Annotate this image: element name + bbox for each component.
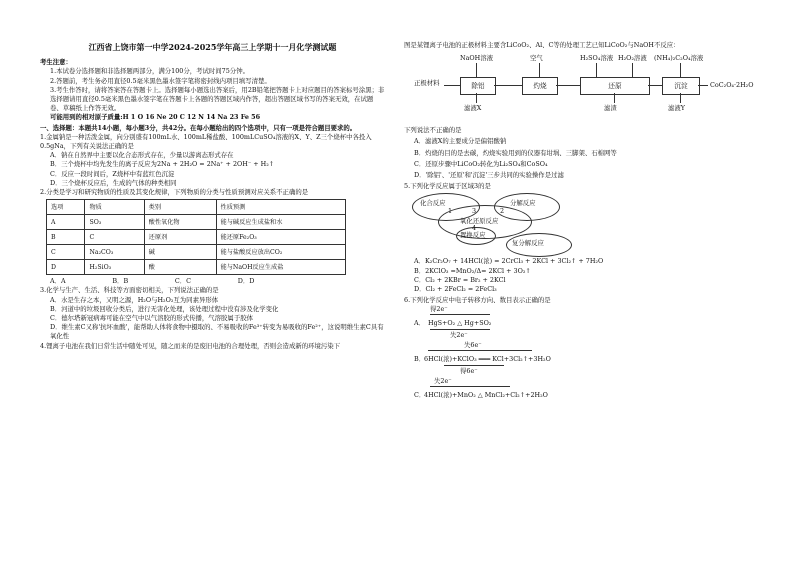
table-header-cell: 类别: [144, 200, 216, 215]
venn-region-number: 3: [472, 207, 477, 216]
transfer-bracket: [430, 386, 510, 387]
notice-item: 1.本试卷分选择题和非选择题两部分，满分100分，考试时间75分钟。: [50, 67, 249, 76]
venn-label: 氧化还原反应: [460, 217, 499, 226]
venn-region-number: 4: [472, 224, 477, 233]
table-cell: 能与碱反应生成盐和水: [216, 215, 345, 230]
q2-answer-c: C．C: [174, 277, 192, 286]
q4-option-a: A．滤液X的主要成分是偏铝酸钠: [414, 137, 507, 146]
table-cell: B: [47, 230, 85, 245]
left-column: [40, 0, 385, 351]
filtrate-label: 滤液Y: [668, 104, 685, 113]
option-letter: B．: [414, 355, 426, 364]
flow-arrow: [698, 85, 708, 86]
table-cell: H₂SiO₃: [85, 260, 144, 275]
reagent-label: 空气: [530, 54, 543, 63]
table-cell: 能与盐酸反应放出CO₂: [216, 245, 345, 260]
table-row: [47, 260, 346, 275]
equation: 4HCl(浓)+MnO₂ △ MnCl₂+Cl₂↑+2H₂O: [424, 391, 548, 400]
notice-item: 3.考生作答时，请将答案答在答题卡上。选择题每小题选出答案后，用2B铅笔把答题卡上对应题目的答案标号涂黑；非选择题请用直径0.5毫米黑色墨水签字笔在答题卡上各题的答题区域内作答，超出答题区域书写的答案无效，在试题卷、草稿纸上作答无效。: [50, 85, 385, 113]
reagent-label: H₂O₂溶液: [618, 54, 647, 63]
equation: 6HCl(浓)+KClO₃ ═══ KCl+3Cl₂↑+3H₂O: [424, 355, 551, 364]
table-header-cell: 物质: [85, 200, 144, 215]
section-heading: 一、选择题：本题共14小题，每小题3分，共42分。在每小题给出的四个选项中，只有一项是符合题目要求的。: [40, 123, 357, 132]
flow-arrow: [556, 85, 580, 86]
q2-answer-b: B．B: [112, 277, 129, 286]
q4-option-b: B．灼烧的目的是去碳，灼烧实验用到的仪器有坩埚、三脚架、石棉网等: [414, 148, 617, 157]
venn-region-number: 2: [500, 207, 505, 216]
venn-region-number: 1: [448, 207, 453, 216]
table-cell: 酸性氧化物: [144, 215, 216, 230]
q2-answer-d: D．D: [237, 277, 255, 286]
q3-option-b: B．河道中的垃圾回收分类后，进行无害化处理，该处理过程中没有涉及化学变化: [50, 304, 279, 313]
q6-option-a: [404, 305, 754, 341]
transfer-label: 失2e⁻: [450, 331, 468, 340]
right-column: [404, 0, 754, 413]
flow-arrow: [614, 93, 615, 103]
classification-table: [46, 199, 346, 275]
table-cell: 酸: [144, 260, 216, 275]
table-cell: C: [47, 245, 85, 260]
q1-option-a: A．钠在自然界中主要以化合态形式存在，少量以游离态形式存在: [50, 151, 234, 160]
table-cell: D: [47, 260, 85, 275]
flow-arrow: [680, 63, 681, 77]
question-1-stem: 1.金属钠是一种活泼金属，向分别盛有100mL水、100mL稀盐酸、100mLCuSO₄溶液的X、Y、Z三个烧杯中各投入0.5gNa，下列有关说法正确的是: [40, 132, 372, 151]
q4-substem: 下列说法不正确的是: [404, 126, 462, 135]
flow-arrow: [539, 63, 540, 77]
table-cell: C: [85, 230, 144, 245]
question-5-stem: 5.下列化学反应属于区域3的是: [404, 182, 491, 191]
step-box: 沉淀: [662, 77, 700, 95]
flow-arrow: [476, 93, 477, 103]
q4-option-d: D．'除铝'、'还原'和'沉淀'三步共同的实验操作是过滤: [414, 171, 564, 180]
transfer-label: 失2e⁻: [434, 377, 452, 386]
q1-option-c: C．反应一段时间后，Z烧杯中有蓝红色沉淀: [50, 169, 175, 178]
q5-option-b: B．2KClO₃ =MnO₂/Δ= 2KCl + 3O₂↑: [414, 266, 531, 275]
table-cell: 碱: [144, 245, 216, 260]
question-6-stem: 6.下列化学反应中电子转移方向、数目表示正确的是: [404, 296, 551, 305]
venn-label: 置换反应: [460, 231, 486, 240]
flow-arrow: [476, 63, 477, 77]
q4-option-c: C．还原步骤中LiCoO₂转化为Li₂SO₄和CoSO₄: [414, 159, 548, 168]
atomic-mass-line: 可能用到的相对原子质量:H 1 O 16 Ne 20 C 12 N 14 Na 23 Fe 56: [50, 113, 261, 122]
q4-intro: 图是某锂离子电池的正极材料主要含LiCoO₂、Al、C等的处理工艺已知LiCoO₂与NaOH不反应：: [404, 41, 680, 49]
question-4-stem: 4.锂离子电池在我们日常生活中随处可见，随之而来的是废旧电池的合理处理，否则会造成新的环境污染下: [40, 341, 341, 350]
table-cell: SO₃: [85, 215, 144, 230]
process-flowchart: [404, 54, 754, 126]
table-header-cell: 选项: [47, 200, 85, 215]
filtrate-label: 滤液X: [464, 104, 482, 113]
exam-title: 江西省上饶市第一中学2024-2025学年高三上学期十一月化学测试题: [88, 42, 337, 52]
venn-label: 分解反应: [510, 199, 536, 208]
q2-answer-a: A．A: [50, 277, 66, 286]
q5-option-c: C．Cl₂ + 2KBr = Br₂ + 2KCl: [414, 275, 506, 284]
table-cell: Na₂CO₃: [85, 245, 144, 260]
table-header-cell: 性质预测: [216, 200, 345, 215]
flow-arrow: [444, 85, 460, 86]
question-3-stem: 3.化学与生产、生活、科技等方面密切相关，下列说法正确的是: [40, 286, 219, 295]
q3-option-c: C．德尔塔新冠病毒可能在空气中以气溶胶的形式传播，气溶胶属于胶体: [50, 314, 253, 323]
flow-start: 正极材料: [414, 79, 440, 88]
step-box: 还原: [580, 77, 650, 95]
table-cell: A: [47, 215, 85, 230]
table-cell: 能与NaOH反应生成盐: [216, 260, 345, 275]
notice-item: 2.答题前，考生务必用直径0.5毫米黑色墨水签字笔将密封线内项目填写清楚。: [50, 76, 271, 85]
flow-arrow: [680, 93, 681, 103]
q3-option-a: A．水是生存之本，又明之源，H₂O与H₂O₂互为同素异形体: [50, 295, 219, 304]
notice-heading: 考生注意：: [40, 58, 72, 67]
option-letter: A．: [414, 319, 426, 328]
q6-option-b: [404, 341, 754, 377]
venn-label: 复分解反应: [512, 239, 544, 248]
q5-option-d: D．Cl₂ + 2FeCl₂ = 2FeCl₃: [414, 285, 497, 294]
q1-option-d: D．三个烧杯反应后，生成的气体的种类相同: [50, 178, 177, 187]
filtrate-label: 滤渣: [604, 104, 617, 113]
reaction-venn-diagram: [404, 191, 754, 257]
flow-arrow: [632, 63, 633, 77]
reagent-label: H₂SO₄溶液: [580, 54, 614, 63]
q1-option-b: B．三个烧杯中均先发生的离子反应为2Na + 2H₂O = 2Na⁺ + 2OH⁻ + H₂↑: [50, 160, 275, 169]
q6-option-c: [404, 377, 754, 413]
question-2-stem: 2.分类是学习和研究物质的性质及其变化规律，下列物质的分类与性质预测对应关系不正确的是: [40, 188, 309, 197]
transfer-bracket: [428, 350, 532, 351]
venn-label: 化合反应: [420, 199, 446, 208]
flow-arrow: [648, 85, 662, 86]
flow-arrow: [494, 85, 522, 86]
flow-product: CoC₂O₄·2H₂O: [710, 81, 754, 90]
q5-option-a: A．K₂Cr₂O₇ + 14HCl(浓) = 2CrCl₃ + 2KCl + 3Cl₂↑ + 7H₂O: [414, 257, 604, 266]
step-box: 灼烧: [522, 77, 558, 95]
reagent-label: (NH₄)₂C₂O₄溶液: [654, 54, 704, 63]
q3-option-d: D．维生素C又称'抗坏血酸'，能帮助人体将食物中摄取的、不易吸收的Fe³⁺转变为易吸收的Fe²⁺，这说明维生素C具有氧化性: [50, 323, 384, 341]
flow-arrow: [596, 63, 597, 77]
transfer-label: 得2e⁻: [430, 305, 448, 314]
reagent-label: NaOH溶液: [460, 54, 493, 63]
equation: HgS+O₂ △ Hg+SO₂: [428, 319, 492, 328]
table-row: [47, 245, 346, 260]
transfer-label: 失6e⁻: [464, 341, 482, 350]
table-cell: 能还原Fe₂O₃: [216, 230, 345, 245]
table-header-row: [47, 200, 346, 215]
step-box: 除铝: [460, 77, 496, 95]
transfer-label: 得6e⁻: [460, 367, 478, 376]
table-row: [47, 230, 346, 245]
option-letter: C．: [414, 391, 426, 400]
table-row: [47, 215, 346, 230]
table-cell: 还原剂: [144, 230, 216, 245]
transfer-bracket: [430, 314, 490, 315]
